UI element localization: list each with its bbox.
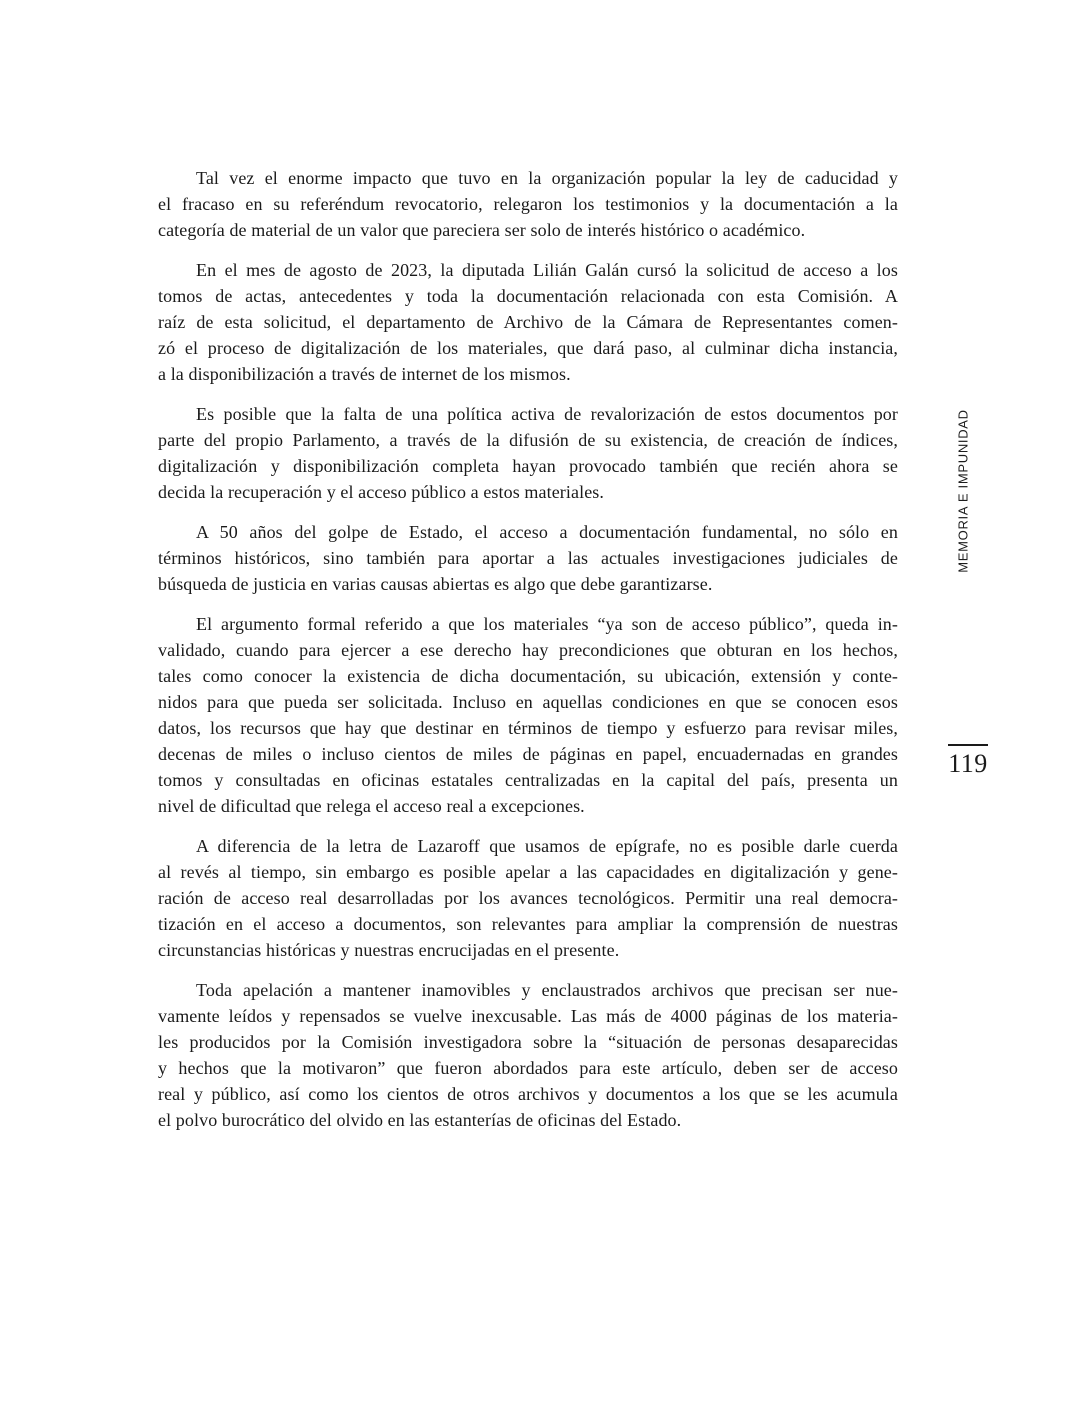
text-line: real y público, así como los cientos de otros archivos y documentos a los que se les acumula bbox=[158, 1084, 898, 1104]
paragraph bbox=[158, 833, 898, 963]
text-line: al revés al tiempo, sin embargo es posible apelar a las capacidades en digitalización y gene- bbox=[158, 862, 898, 882]
text-line: Toda apelación a mantener inamovibles y enclaustrados archivos que precisan ser nue- bbox=[196, 980, 898, 1000]
page-number bbox=[948, 744, 988, 779]
running-header-vertical: MEMORIA E IMPUNIDAD bbox=[955, 409, 971, 573]
text-line: ración de acceso real desarrolladas por los avances tecnológicos. Permitir una real democra- bbox=[158, 888, 898, 908]
text-line: tización en el acceso a documentos, son relevantes para ampliar la comprensión de nuestras bbox=[158, 914, 898, 934]
text-line: tomos de actas, antecedentes y toda la documentación relacionada con esta Comisión. A bbox=[158, 286, 898, 306]
text-line: el polvo burocrático del olvido en las estanterías de oficinas del Estado. bbox=[158, 1110, 682, 1130]
text-line: tomos y consultadas en oficinas estatales centralizadas en la capital del país, presenta un bbox=[158, 770, 898, 790]
text-line: categoría de material de un valor que pareciera ser solo de interés histórico o académico. bbox=[158, 220, 806, 240]
text-line: les producidos por la Comisión investigadora sobre la “situación de personas desaparecidas bbox=[158, 1032, 898, 1052]
text-line: A 50 años del golpe de Estado, el acceso a documentación fundamental, no sólo en bbox=[196, 522, 898, 542]
text-line: digitalización y disponibilización completa hayan provocado también que recién ahora se bbox=[158, 456, 898, 476]
text-line: y hechos que la motivaron” que fueron abordados para este artículo, deben ser de acceso bbox=[158, 1058, 898, 1078]
text-line: Tal vez el enorme impacto que tuvo en la organización popular la ley de caducidad y bbox=[196, 168, 898, 188]
text-line: vamente leídos y repensados se vuelve inexcusable. Las más de 4000 páginas de los materia- bbox=[158, 1006, 898, 1026]
text-line: términos históricos, sino también para aportar a las actuales investigaciones judiciales de bbox=[158, 548, 898, 568]
text-line: raíz de esta solicitud, el departamento de Archivo de la Cámara de Representantes comen- bbox=[158, 312, 898, 332]
page-number-value: 119 bbox=[948, 749, 988, 778]
paragraph bbox=[158, 519, 898, 597]
paragraph bbox=[158, 165, 898, 243]
text-line: parte del propio Parlamento, a través de la difusión de su existencia, de creación de índices, bbox=[158, 430, 898, 450]
paragraph bbox=[158, 611, 898, 819]
text-line: decenas de miles o incluso cientos de miles de páginas en papel, encuadernadas en grandes bbox=[158, 744, 898, 764]
text-line: búsqueda de justicia en varias causas abiertas es algo que debe garantizarse. bbox=[158, 574, 713, 594]
paragraph bbox=[158, 401, 898, 505]
text-line: tales como conocer la existencia de dicha documentación, su ubicación, extensión y conte- bbox=[158, 666, 898, 686]
text-line: nivel de dificultad que relega el acceso real a excepciones. bbox=[158, 796, 585, 816]
text-line: Es posible que la falta de una política activa de revalorización de estos documentos por bbox=[196, 404, 898, 424]
paragraph bbox=[158, 977, 898, 1133]
text-line: El argumento formal referido a que los materiales “ya son de acceso público”, queda in- bbox=[196, 614, 898, 634]
text-line: nidos para que pueda ser solicitada. Incluso en aquellas condiciones en que se conocen esos bbox=[158, 692, 898, 712]
text-line: circunstancias históricas y nuestras encrucijadas en el presente. bbox=[158, 940, 620, 960]
text-line: A diferencia de la letra de Lazaroff que usamos de epígrafe, no es posible darle cuerda bbox=[196, 836, 898, 856]
text-line: zó el proceso de digitalización de los materiales, que dará paso, al culminar dicha instancia, bbox=[158, 338, 898, 358]
text-line: datos, los recursos que hay que destinar en términos de tiempo y esfuerzo para revisar miles, bbox=[158, 718, 898, 738]
text-line: el fracaso en su referéndum revocatorio, relegaron los testimonios y la documentación a la bbox=[158, 194, 898, 214]
text-line: En el mes de agosto de 2023, la diputada Lilián Galán cursó la solicitud de acceso a los bbox=[196, 260, 898, 280]
text-line: decida la recuperación y el acceso público a estos materiales. bbox=[158, 482, 604, 502]
text-line: a la disponibilización a través de internet de los mismos. bbox=[158, 364, 571, 384]
text-line: validado, cuando para ejercer a ese derecho hay precondiciones que obturan en los hechos, bbox=[158, 640, 898, 660]
paragraph bbox=[158, 257, 898, 387]
article-body bbox=[158, 165, 898, 1147]
